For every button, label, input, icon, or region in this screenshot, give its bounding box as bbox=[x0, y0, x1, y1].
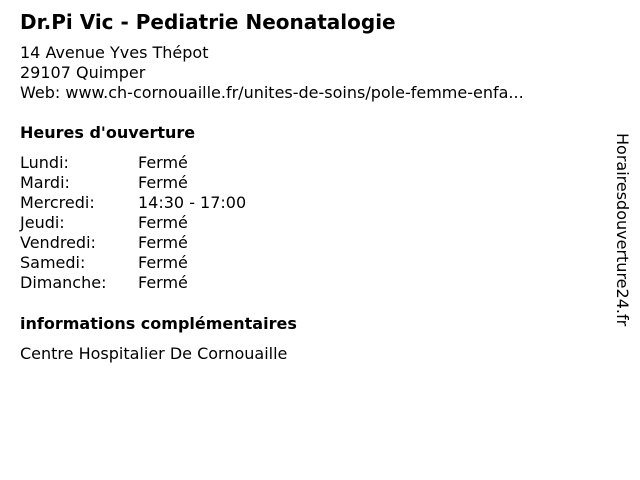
website-link[interactable]: Web: www.ch-cornouaille.fr/unites-de-soins/pole-femme-enfa... bbox=[20, 83, 524, 102]
hours-row-tuesday bbox=[20, 173, 380, 193]
hours-row-friday bbox=[20, 233, 380, 253]
day-label: Mercredi: bbox=[20, 193, 95, 212]
day-hours: Fermé bbox=[138, 153, 188, 172]
day-hours: Fermé bbox=[138, 233, 188, 252]
hours-row-saturday bbox=[20, 253, 380, 273]
day-label: Samedi: bbox=[20, 253, 86, 272]
address-street: 14 Avenue Yves Thépot bbox=[20, 43, 209, 62]
hours-row-monday bbox=[20, 153, 380, 173]
day-hours: Fermé bbox=[138, 173, 188, 192]
opening-hours-heading: Heures d'ouverture bbox=[20, 123, 196, 142]
page-title: Dr.Pi Vic - Pediatrie Neonatalogie bbox=[20, 10, 396, 34]
day-hours: Fermé bbox=[138, 273, 188, 292]
address-city: 29107 Quimper bbox=[20, 63, 146, 82]
day-hours: Fermé bbox=[138, 253, 188, 272]
day-hours: 14:30 - 17:00 bbox=[138, 193, 247, 212]
day-label: Vendredi: bbox=[20, 233, 96, 252]
hours-row-thursday bbox=[20, 213, 380, 233]
day-label: Lundi: bbox=[20, 153, 69, 172]
additional-info-text: Centre Hospitalier De Cornouaille bbox=[20, 344, 288, 363]
day-label: Mardi: bbox=[20, 173, 70, 192]
hours-row-sunday bbox=[20, 273, 380, 293]
address-block bbox=[20, 43, 524, 103]
watermark-text: Horairesdouverture24.fr bbox=[613, 133, 632, 327]
day-hours: Fermé bbox=[138, 213, 188, 232]
opening-hours-table bbox=[20, 153, 380, 293]
day-label: Dimanche: bbox=[20, 273, 107, 292]
site-watermark bbox=[612, 133, 632, 345]
hours-row-wednesday bbox=[20, 193, 380, 213]
day-label: Jeudi: bbox=[20, 213, 65, 232]
additional-info-heading: informations complémentaires bbox=[20, 314, 297, 333]
